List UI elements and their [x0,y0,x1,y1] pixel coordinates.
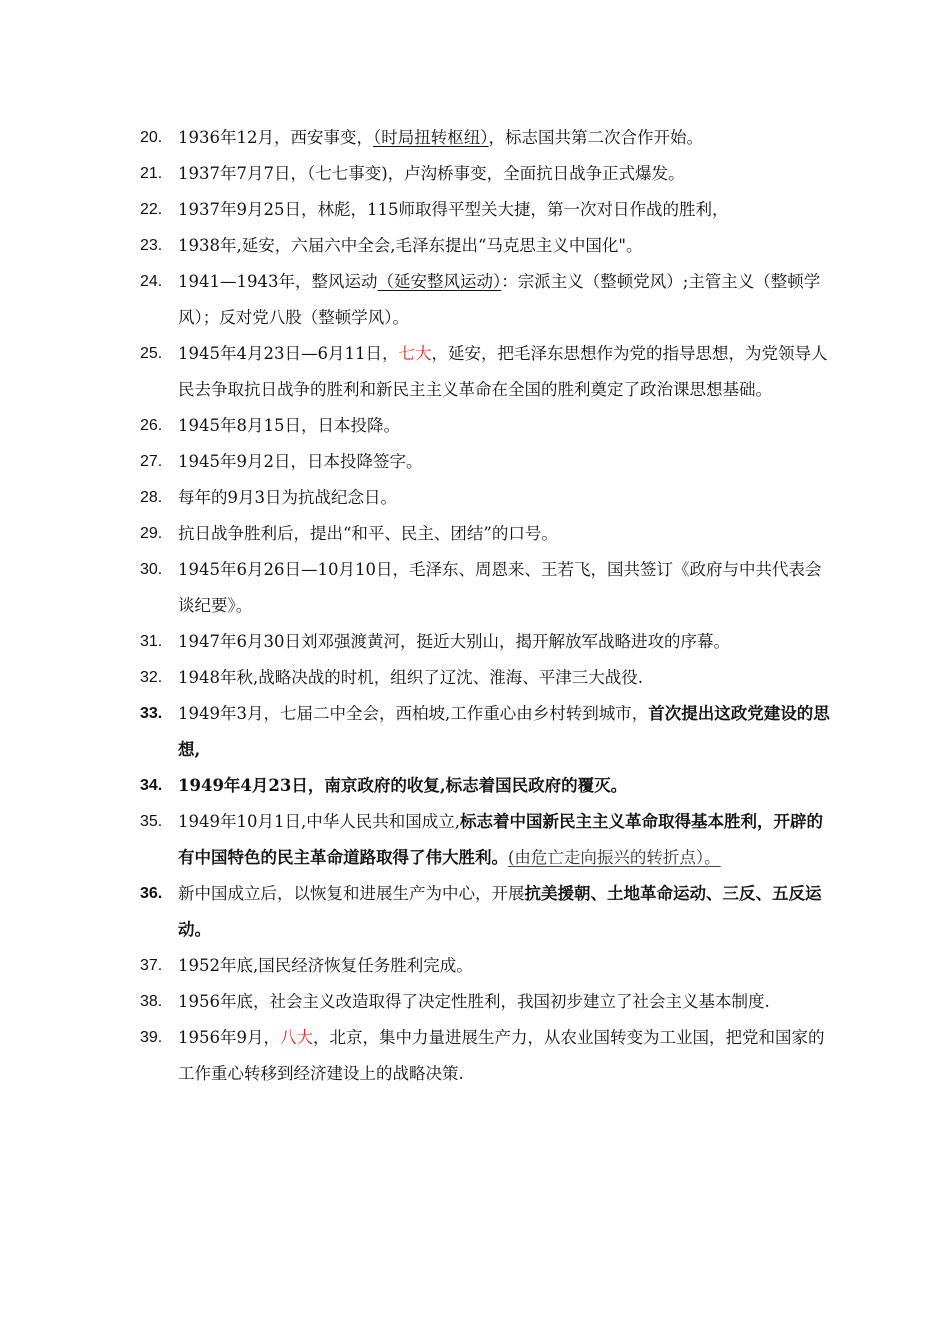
list-item [140,480,830,516]
item-text [178,336,830,408]
item-number: 25. [140,345,163,362]
item-number: 33. [140,705,163,722]
text-segment: 每年的9月3日为抗战纪念日。 [178,488,397,507]
item-text [178,156,830,192]
item-text [178,264,830,336]
item-number: 29. [140,525,163,542]
item-number: 26. [140,417,163,434]
text-segment: 1945年9月2日，日本投降签字。 [178,452,423,471]
bold-text: 1949年4月23日，南京政府的收复,标志着国民政府的覆灭。 [178,776,628,795]
list-item [140,156,830,192]
text-segment: 1948年秋,战略决战的时机，组织了辽沈、淮海、平津三大战役. [178,668,643,687]
item-number: 34. [140,777,163,794]
item-text [178,120,830,156]
text-segment: 抗日战争胜利后，提出“和平、民主、团结”的口号。 [178,524,558,543]
text-segment: 1949年10月1日,中华人民共和国成立, [178,812,460,831]
item-number: 36. [140,885,163,902]
text-segment: 1941—1943年，整风运动 [178,272,378,291]
item-number: 35. [140,813,163,830]
item-text [178,408,830,444]
bold-text: 抗美援朝、土地革命运动、三反、五反运动。 [178,884,822,939]
item-number: 27. [140,453,163,470]
text-segment: 1937年9月25日，林彪，115师取得平型关大捷，第一次对日作战的胜利， [178,200,729,219]
item-number: 24. [140,273,163,290]
list-item [140,336,830,408]
list-item [140,696,830,768]
list-item [140,624,830,660]
underlined-text: （时局扭转枢纽） [373,128,489,147]
list-item [140,768,830,804]
item-text [178,948,830,984]
item-text [178,228,830,264]
item-text [178,552,830,624]
item-number: 37. [140,957,163,974]
list-item [140,804,830,876]
text-segment: ，标志国共第二次合作开始。 [488,128,703,147]
item-number: 23. [140,237,163,254]
list-item [140,948,830,984]
list-item [140,516,830,552]
text-segment: 1945年6月26日—10月10日，毛泽东、周恩来、王若飞，国共签订《政府与中共代表会谈纪要》。 [178,560,822,615]
text-segment: 1936年12月，西安事变， [178,128,373,147]
item-number: 32. [140,669,163,686]
text-segment: ，延安，把毛泽东思想作为党的指导思想，为党领导人民去争取抗日战争的胜利和新民主主义革命在全国的胜利奠定了政治课思想基础。 [178,344,828,399]
text-segment: 1956年9月， [178,1028,280,1047]
list-item [140,228,830,264]
item-number: 20. [140,129,163,146]
item-number: 39. [140,1029,163,1046]
list-item [140,984,830,1020]
item-text [178,192,830,228]
text-segment: 1937年7月7日，（七七事变)，卢沟桥事变，全面抗日战争正式爆发。 [178,164,685,183]
text-segment: 1952年底,国民经济恢复任务胜利完成。 [178,956,473,975]
item-text [178,444,830,480]
text-segment: 1945年4月23日—6月11日， [178,344,399,363]
list-item [140,552,830,624]
item-number: 38. [140,993,163,1010]
text-segment: 1956年底，社会主义改造取得了决定性胜利，我国初步建立了社会主义基本制度. [178,992,770,1011]
item-text [178,696,830,768]
item-number: 22. [140,201,163,218]
item-text [178,624,830,660]
underlined-text: （延安整风运动） [377,272,502,291]
text-segment: 1938年,延安，六届六中全会,毛泽东提出“马克思主义中国化"。 [178,236,643,255]
text-segment: 1947年6月30日刘邓强渡黄河，挺近大别山，揭开解放军战略进攻的序幕。 [178,632,730,651]
item-text [178,876,830,948]
item-text [178,768,830,804]
text-segment: 1945年8月15日，日本投降。 [178,416,400,435]
list-item [140,264,830,336]
list-item [140,876,830,948]
item-number: 31. [140,633,163,650]
highlight-text: 七大 [398,344,432,363]
item-number: 28. [140,489,163,506]
bold-text: 标志着中国新民主主义革命取得基本胜利，开辟的有中国特色的民主革命道路取得了伟大胜利。 [178,812,823,867]
item-number: 21. [140,165,163,182]
list-item [140,408,830,444]
list-item [140,444,830,480]
text-segment: ，北京，集中力量进展生产力，从农业国转变为工业国，把党和国家的工作重心转移到经济建设上的战略决策. [178,1028,825,1083]
text-segment: 新中国成立后，以恢复和进展生产为中心，开展 [178,884,525,903]
item-text [178,516,830,552]
list-item [140,1020,830,1092]
text-segment: 1949年3月，七届二中全会，西柏坡,工作重心由乡村转到城市， [178,704,649,723]
highlight-text: 八大 [280,1028,313,1047]
item-text [178,480,830,516]
bold-text: 首次提出这政党建设的思想, [178,704,830,759]
item-text [178,1020,830,1092]
text-segment: ：宗派主义（整顿党风）;主管主义（整顿学风）；反对党八股（整顿学风）。 [178,272,821,327]
list-item [140,192,830,228]
underlined-text: (由危亡走向振兴的转折点）。 [508,848,721,867]
item-text [178,984,830,1020]
list-item [140,120,830,156]
item-text [178,804,830,876]
item-text [178,660,830,696]
list-item [140,660,830,696]
numbered-list [140,120,830,1092]
item-number: 30. [140,561,163,578]
